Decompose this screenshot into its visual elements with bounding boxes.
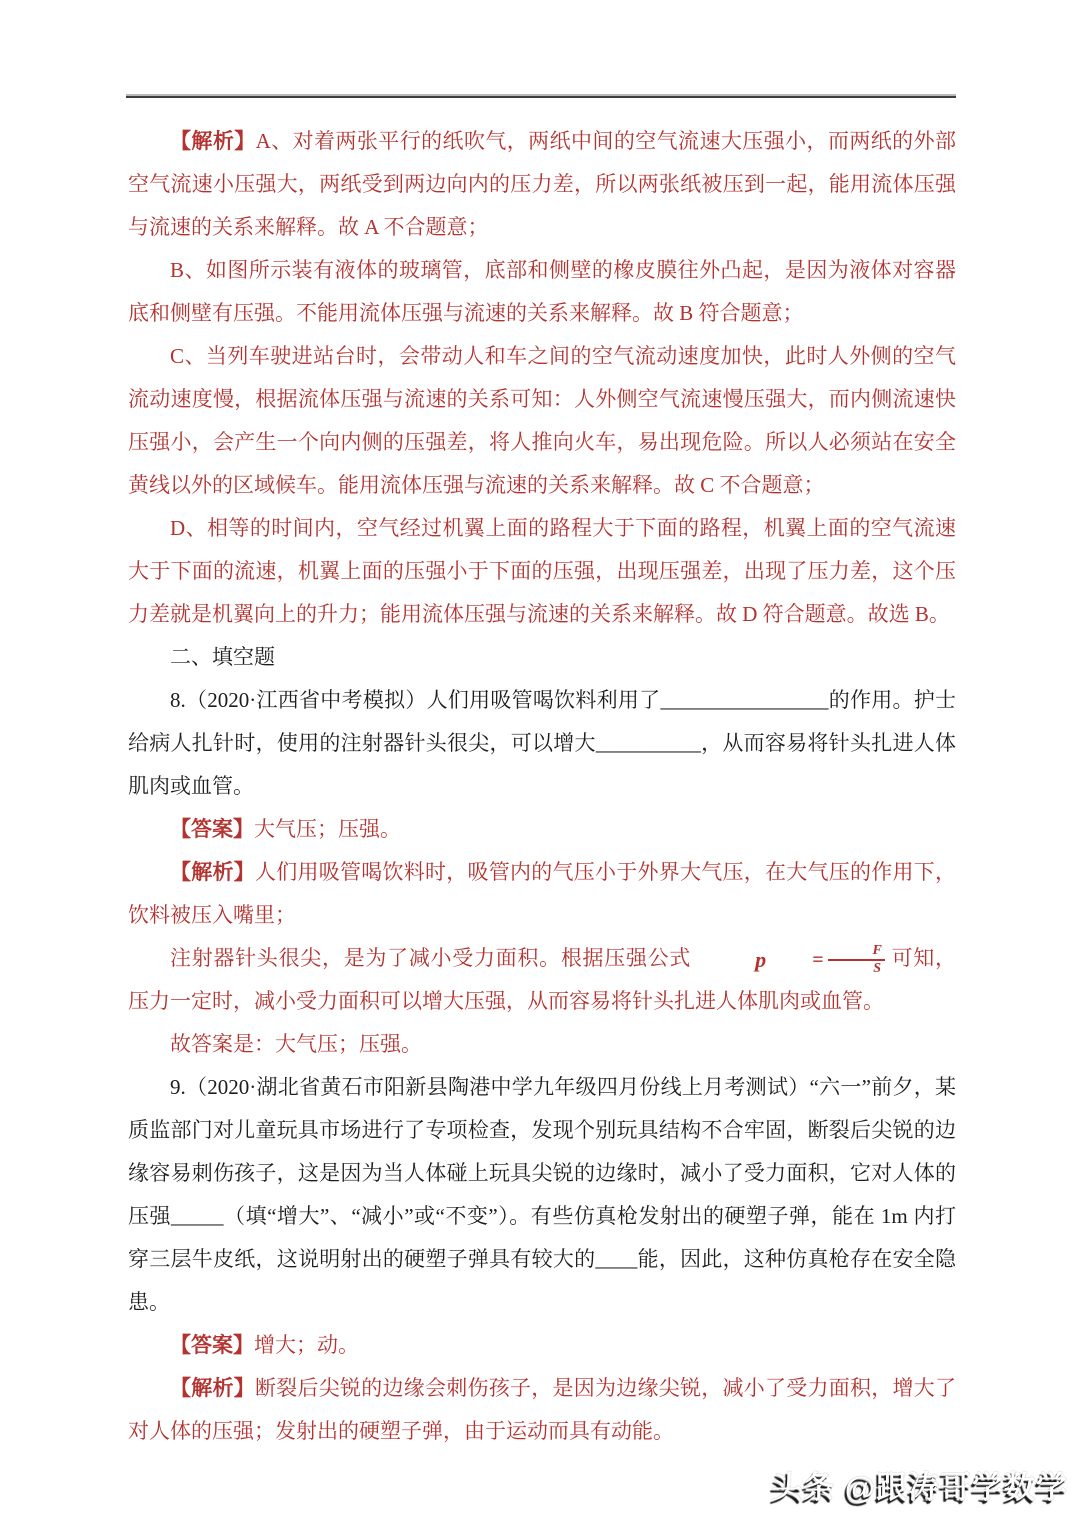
formula-equals: =	[812, 949, 824, 972]
q9-question-text-text: 9.（2020·湖北省黄石市阳新县陶港中学九年级四月份线上月考测试）“六一”前夕，某质监部门对儿童玩具市场进行了专项检查，发现个别玩具结构不合牢固，断裂后尖锐的边缘容易刺伤孩子，这是因为当人体碰上玩具尖锐的边缘时，减小了受力面积，它对人体的压强_____（填“增大”、“减小”或“不变”）。有些仿真枪发射出的硬塑子弹，能在 1m 内打穿三层牛皮纸，这说明射出的硬塑子弹具有较大的____能，因此，这种仿真枪存在安全隐患。	[128, 1075, 956, 1314]
q8-analysis-part-2-with-formula	[128, 937, 956, 1023]
document-content	[128, 120, 956, 1453]
q9-analysis	[128, 1367, 956, 1453]
q8-answer	[128, 808, 956, 851]
q8-analysis-part-2-with-formula-pre: 注射器针头很尖，是为了减小受力面积。根据压强公式	[170, 946, 692, 970]
q9-answer-marker: 【答案】	[170, 1333, 254, 1357]
q7-analysis-option-c	[128, 335, 956, 507]
q8-analysis-part-1-text: 人们用吸管喝饮料时，吸管内的气压小于外界大气压，在大气压的作用下，饮料被压入嘴里；	[128, 860, 956, 927]
q8-question-text-text: 8.（2020·江西省中考模拟）人们用吸管喝饮料利用了________________的作用。护士给病人扎针时，使用的注射器针头很尖，可以增大__________，从而容易将针头扎进人体肌肉或血管。	[128, 688, 956, 798]
q8-analysis-part-1	[128, 851, 956, 937]
q8-analysis-part-2-with-formula-post: 可知，压力一定时，减小受力面积可以增大压强，从而容易将针头扎进人体肌肉或血管。	[128, 946, 956, 1013]
header-divider-rule	[126, 96, 956, 98]
q8-answer-marker: 【答案】	[170, 817, 254, 841]
q7-analysis-option-a	[128, 120, 956, 249]
q8-analysis-conclusion-text: 故答案是：大气压；压强。	[170, 1032, 422, 1056]
pressure-formula	[713, 944, 885, 977]
q9-answer	[128, 1324, 956, 1367]
q7-analysis-option-b	[128, 249, 956, 335]
formula-fraction	[828, 944, 885, 977]
section-2-heading	[128, 636, 956, 679]
q8-answer-text: 大气压；压强。	[254, 817, 401, 841]
q7-analysis-option-b-text: B、如图所示装有液体的玻璃管，底部和侧壁的橡皮膜往外凸起，是因为液体对容器底和侧壁有压强。不能用流体压强与流速的关系来解释。故 B 符合题意；	[128, 258, 956, 325]
q7-analysis-option-d	[128, 507, 956, 636]
q8-analysis-part-1-marker: 【解析】	[170, 860, 255, 884]
section-2-heading-text: 二、填空题	[170, 645, 275, 669]
formula-denominator: S	[873, 961, 882, 977]
q7-analysis-option-a-marker: 【解析】	[170, 129, 256, 153]
formula-numerator: F	[828, 944, 885, 962]
q9-analysis-text: 断裂后尖锐的边缘会刺伤孩子，是因为边缘尖锐，减小了受力面积，增大了对人体的压强；发射出的硬塑子弹，由于运动而具有动能。	[128, 1376, 956, 1443]
q9-analysis-marker: 【解析】	[170, 1376, 255, 1400]
q8-analysis-conclusion	[128, 1023, 956, 1066]
q9-question-text	[128, 1066, 956, 1324]
formula-lhs: p	[755, 947, 767, 973]
watermark-text: 头条 @跟涛哥学数学	[771, 1470, 1068, 1505]
q7-analysis-option-a-text: A、对着两张平行的纸吹气，两纸中间的空气流速大压强小，而两纸的外部空气流速小压强大，两纸受到两边向内的压力差，所以两张纸被压到一起，能用流体压强与流速的关系来解释。故 A 不合题意；	[128, 129, 956, 239]
q8-question-text	[128, 679, 956, 808]
q9-answer-text: 增大；动。	[254, 1333, 359, 1357]
q7-analysis-option-d-text: D、相等的时间内，空气经过机翼上面的路程大于下面的路程，机翼上面的空气流速大于下面的流速，机翼上面的压强小于下面的压强，出现压强差，出现了压力差，这个压力差就是机翼向上的升力；能用流体压强与流速的关系来解释。故 D 符合题意。故选 B。	[128, 516, 956, 626]
q7-analysis-option-c-text: C、当列车驶进站台时，会带动人和车之间的空气流动速度加快，此时人外侧的空气流动速度慢，根据流体压强与流速的关系可知：人外侧空气流速慢压强大，而内侧流速快压强小，会产生一个向内侧的压强差，将人推向火车，易出现危险。所以人必须站在安全黄线以外的区域候车。能用流体压强与流速的关系来解释。故 C 不合题意；	[128, 344, 956, 497]
